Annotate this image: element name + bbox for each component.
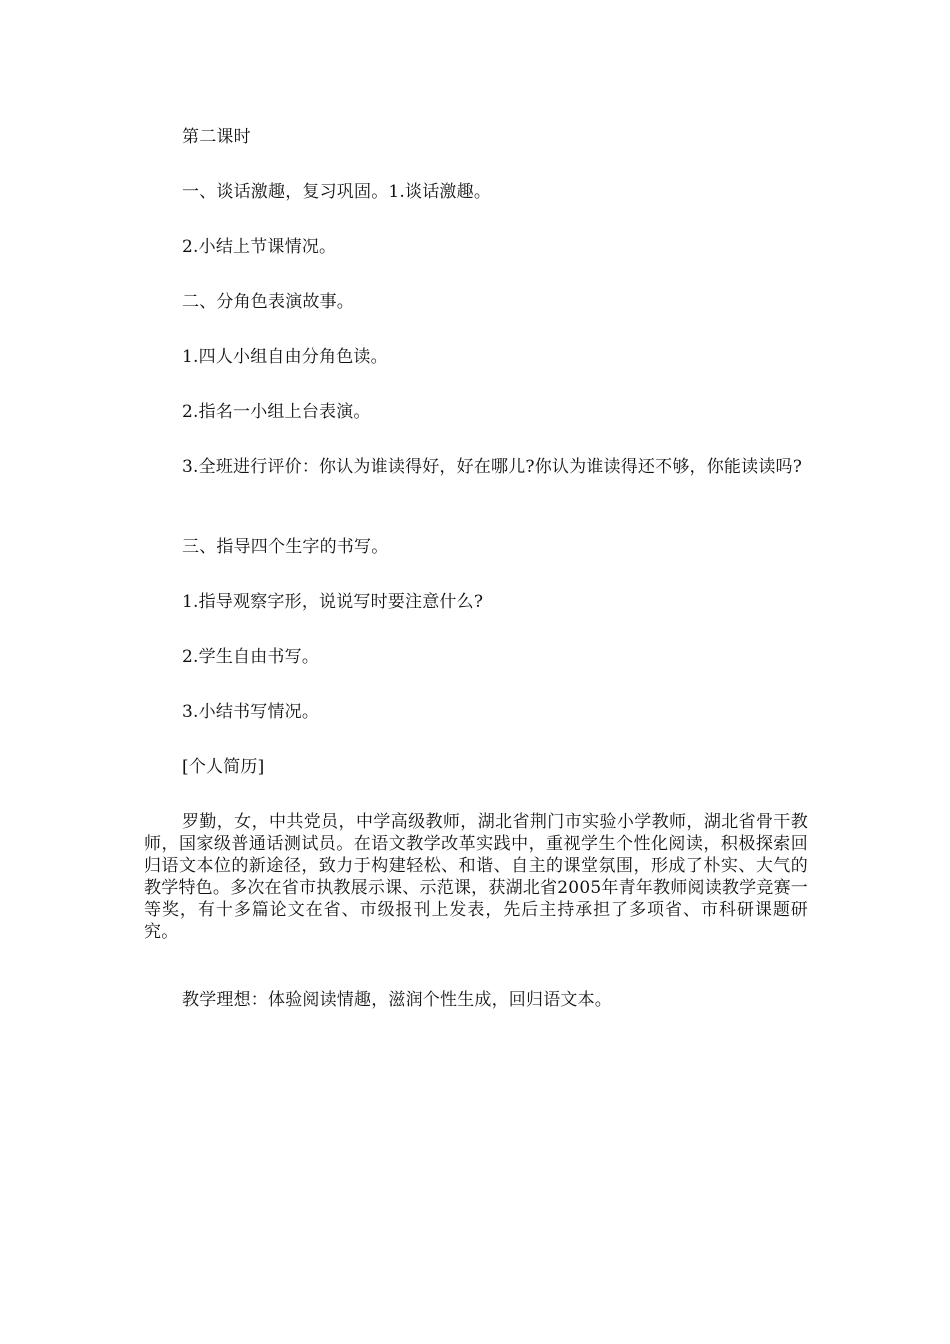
paragraph: 1.指导观察字形，说说写时要注意什么? bbox=[182, 592, 484, 612]
paragraph: 1.四人小组自由分角色读。 bbox=[182, 347, 388, 367]
paragraph: 3.小结书写情况。 bbox=[182, 702, 320, 722]
paragraph: 3.全班进行评价：你认为谁读得好，好在哪儿?你认为谁读得还不够，你能读读吗? bbox=[182, 457, 803, 477]
bio-heading: [个人简历] bbox=[182, 757, 265, 777]
bio-paragraph: 罗勤，女，中共党员，中学高级教师，湖北省荆门市实验小学教师，湖北省骨干教师，国家级普通话测试员。在语文教学改革实践中，重视学生个性化阅读，积极探索回归语文本位的新途径，致力于构建轻松、和谐、自主的课堂氛围，形成了朴实、大气的教学特色。多次在省市执教展示课、示范课，获湖北省2005年青年教师阅读教学竞赛一等奖，有十多篇论文在省、市级报刊上发表，先后主持承担了多项省、市科研课题研究。 bbox=[144, 812, 808, 942]
section-heading-1: 一、谈话激趣，复习巩固。1.谈话激趣。 bbox=[182, 182, 492, 202]
paragraph: 2.小结上节课情况。 bbox=[182, 237, 337, 257]
section-heading-2: 二、分角色表演故事。 bbox=[182, 292, 354, 312]
paragraph: 2.指名一小组上台表演。 bbox=[182, 402, 371, 422]
section-heading-3: 三、指导四个生字的书写。 bbox=[182, 537, 389, 557]
lesson-heading: 第二课时 bbox=[182, 127, 251, 147]
paragraph: 2.学生自由书写。 bbox=[182, 647, 320, 667]
teaching-ideal: 教学理想：体验阅读情趣，滋润个性生成，回归语文本。 bbox=[182, 990, 612, 1010]
